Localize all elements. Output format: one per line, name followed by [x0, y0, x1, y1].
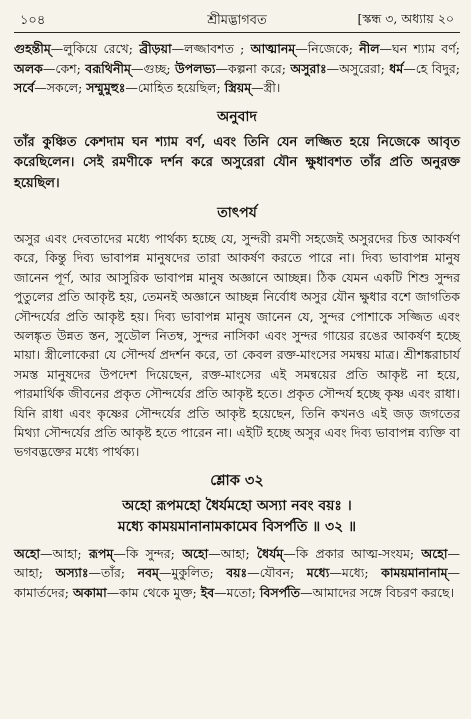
purport-heading: তাৎপর্য — [217, 205, 257, 221]
synonym-meaning: মোহিত হয়েছিল; — [137, 80, 225, 95]
synonym-term: মধ্যে — [306, 565, 330, 581]
synonyms-bottom: অহো—আহা; রূপম্—কি সুন্দর; অহো—আহা; ধৈর্যম্—কি প্রকার আত্ম-সংযম; অহো—আহা; অস্যাঃ—তাঁর; নবম্—মুকুলিত; বয়ঃ—যৌবন; মধ্যে—মধ্যে; কাময়মানানাম্—কামার্তদের; অকামা—কাম থেকে মুক্ত; ইব—মতো; বিসর্পতি—আমাদের সঙ্গে বিচরণ করছে। — [14, 545, 461, 600]
verse-line-2: মধ্যে কাময়মানানামকামেব বিসর্পতি ॥ ৩২ ॥ — [117, 518, 357, 535]
synonym-meaning: স্ত্রী। — [263, 80, 281, 95]
synonym-term: সর্বে — [14, 80, 35, 95]
synonym-term: স্ত্রিয়ম্ — [224, 80, 252, 95]
synonym-meaning: মধ্যে; — [341, 565, 382, 581]
synonym-term: অলক — [14, 60, 43, 76]
synonym-term: নবম্ — [137, 565, 159, 581]
synonym-term: গুহন্তীম্ — [14, 41, 51, 56]
synonym-term: বয়ঃ — [226, 565, 248, 581]
synonym-meaning: ঘন শ্যাম বর্ণ; — [392, 41, 461, 56]
translation-heading: অনুবাদ — [217, 108, 257, 125]
synonym-meaning: কাম থেকে মুক্ত; — [119, 584, 201, 600]
synonym-meaning: মতো; — [226, 584, 260, 600]
translation-text: তাঁর কুঞ্চিত কেশদাম ঘন শ্যাম বর্ণ, এবং তিনি যেন লজ্জিত হয়ে নিজেকে আবৃত করেছিলেন। সেই রমণীকে দর্শন করে অসুরেরা যৌন ক্ষুধাবশত তাঁর প্রতি অনুরক্ত হয়েছিল। — [14, 134, 460, 191]
synonym-term: ইব — [200, 584, 215, 600]
header-rule — [14, 32, 460, 33]
purport-text: অসুর এবং দেবতাদের মধ্যে পার্থক্য হচ্ছে যে, সুন্দরী রমণী সহজেই অসুরদের চিত্ত আকর্ষণ করে, কিন্তু দিব্য ভাবাপন্ন মানুষদের তারা আকর্ষণ করতে পারে না। দিব্য ভাবাপন্ন মানুষ জানেন পূর্ণ, আর আসুরিক ভাবাপন্ন মানুষ অজ্ঞানে আচ্ছন্ন। ঠিক যেমন একটি শিশু সুন্দর পুতুলের প্রতি আকৃষ্ট হয়, তেমনই অজ্ঞানে আচ্ছন্ন নির্বোধ অসুর যৌন ক্ষুধার বশে জাগতিক সৌন্দর্যের প্রতি আকৃষ্ট হয়। দিব্য ভাবাপন্ন মানুষ জানেন যে, সুন্দর পোশাকে সজ্জিত এবং অলঙ্কৃত উন্নত স্তন, সুডৌল নিতম্ব, সুন্দর নাসিকা এবং সুন্দর গায়ের রঙের আকর্ষণ হচ্ছে মায়া। স্ত্রীলোকেরা যে সৌন্দর্য প্রদর্শন করে, তা কেবল রক্ত-মাংসের সমন্বয় মাত্র। শ্রীশঙ্করাচার্য সমস্ত মানুষদের উপদেশ দিয়েছেন, রক্ত-মাংসের এই সমন্বয়ের প্রতি আকৃষ্ট না হয়ে, পারমার্থিক জীবনের প্রকৃত সৌন্দর্যের প্রতি আকৃষ্ট হতে। প্রকৃত সৌন্দর্য হচ্ছে কৃষ্ণ এবং রাধা। যিনি রাধা এবং কৃষ্ণের সৌন্দর্যের প্রতি আকৃষ্ট হয়েছেন, তিনি কখনও এই জড় জগতের মিথ্যা সৌন্দর্যের প্রতি আকৃষ্ট হতে পারেন না। এইটি হচ্ছে অসুর এবং দিব্য ভাবাপন্ন ব্যক্তি বা ভগবদ্ভক্তের মধ্যে পার্থক্য। — [14, 231, 460, 460]
chapter-reference: [স্কন্ধ ৩, অধ্যায় ২০ — [357, 11, 454, 26]
synonym-term: অস্যাঃ — [55, 565, 89, 581]
synonym-meaning: যৌবন; — [259, 565, 307, 581]
synonym-meaning: লজ্জাবশত ; — [184, 41, 251, 56]
synonym-meaning: নিজেকে; — [307, 41, 360, 56]
page-number: ১০৪ — [20, 13, 46, 28]
synonym-term: রূপম্ — [88, 545, 114, 561]
synonym-term: কাময়মানানাম্ — [381, 565, 448, 581]
synonym-term: সম্মুমুহুঃ — [86, 80, 126, 95]
synonym-meaning: মুকুলিত; — [171, 565, 227, 581]
synonym-term: অহো — [182, 545, 209, 561]
synonym-term: ধৈর্যম্ — [257, 545, 284, 561]
verse-heading: শ্লোক ৩২ — [210, 471, 264, 489]
synonym-term: আত্মানম্ — [250, 41, 296, 56]
synonym-meaning: আহা; — [220, 545, 258, 561]
synonym-meaning: কামার্তদের; — [14, 584, 73, 600]
synonym-meaning: সকলে; — [46, 80, 87, 95]
synonym-term: অসুরাঃ — [290, 60, 327, 76]
synonym-meaning: আহা; — [52, 545, 89, 561]
synonyms-top: গুহন্তীম্—লুকিয়ে রেখে; ব্রীড়য়া—লজ্জাবশত ; আত্মানম্—নিজেকে; নীল—ঘন শ্যাম বর্ণ; অলক—কেশ; বরূথিনীম্—গুচ্ছ; উপলভ্য—কল্পনা করে; অসুরাঃ—অসুরেরা; ধর্ম—হে বিদুর; সর্বে—সকলে; সম্মুমুহুঃ—মোহিত হয়েছিল; স্ত্রিয়ম্—স্ত্রী। — [14, 41, 461, 95]
synonym-meaning: কি সুন্দর; — [125, 545, 183, 561]
synonym-meaning: আমাদের সঙ্গে বিচরণ করছে। — [312, 584, 455, 600]
verse-line-1: অহো রূপমহো ধৈর্যমহো অস্যা নবং বয়ঃ । — [122, 497, 352, 514]
book-title: শ্রীমদ্ভাগবত — [207, 13, 267, 28]
synonym-meaning: অসুরেরা; — [339, 60, 390, 76]
synonym-meaning: কল্পনা করে; — [227, 60, 291, 76]
synonym-term: অহো — [421, 545, 448, 561]
synonym-meaning: গুচ্ছ; — [143, 60, 175, 76]
synonym-term: ব্রীড়য়া — [139, 41, 172, 56]
synonym-term: উপলভ্য — [175, 60, 216, 76]
synonym-meaning: লুকিয়ে রেখে; — [63, 41, 140, 56]
synonym-term: অহো — [14, 545, 41, 561]
synonym-term: বিসর্পতি — [259, 584, 301, 600]
synonym-meaning: কেশ; — [55, 60, 86, 76]
book-page — [14, 8, 460, 602]
page-header — [14, 8, 460, 30]
synonym-meaning: কি প্রকার আত্ম-সংযম; — [295, 545, 422, 561]
synonym-meaning: আহা; — [14, 565, 56, 581]
synonym-term: ধর্ম — [389, 60, 404, 76]
synonym-meaning: হে বিদুর; — [415, 60, 460, 76]
synonym-term: বরূথিনীম্ — [85, 60, 131, 76]
synonym-term: অকামা — [72, 584, 107, 600]
synonym-term: নীল — [359, 41, 380, 56]
synonym-meaning: তাঁর; — [101, 565, 138, 581]
